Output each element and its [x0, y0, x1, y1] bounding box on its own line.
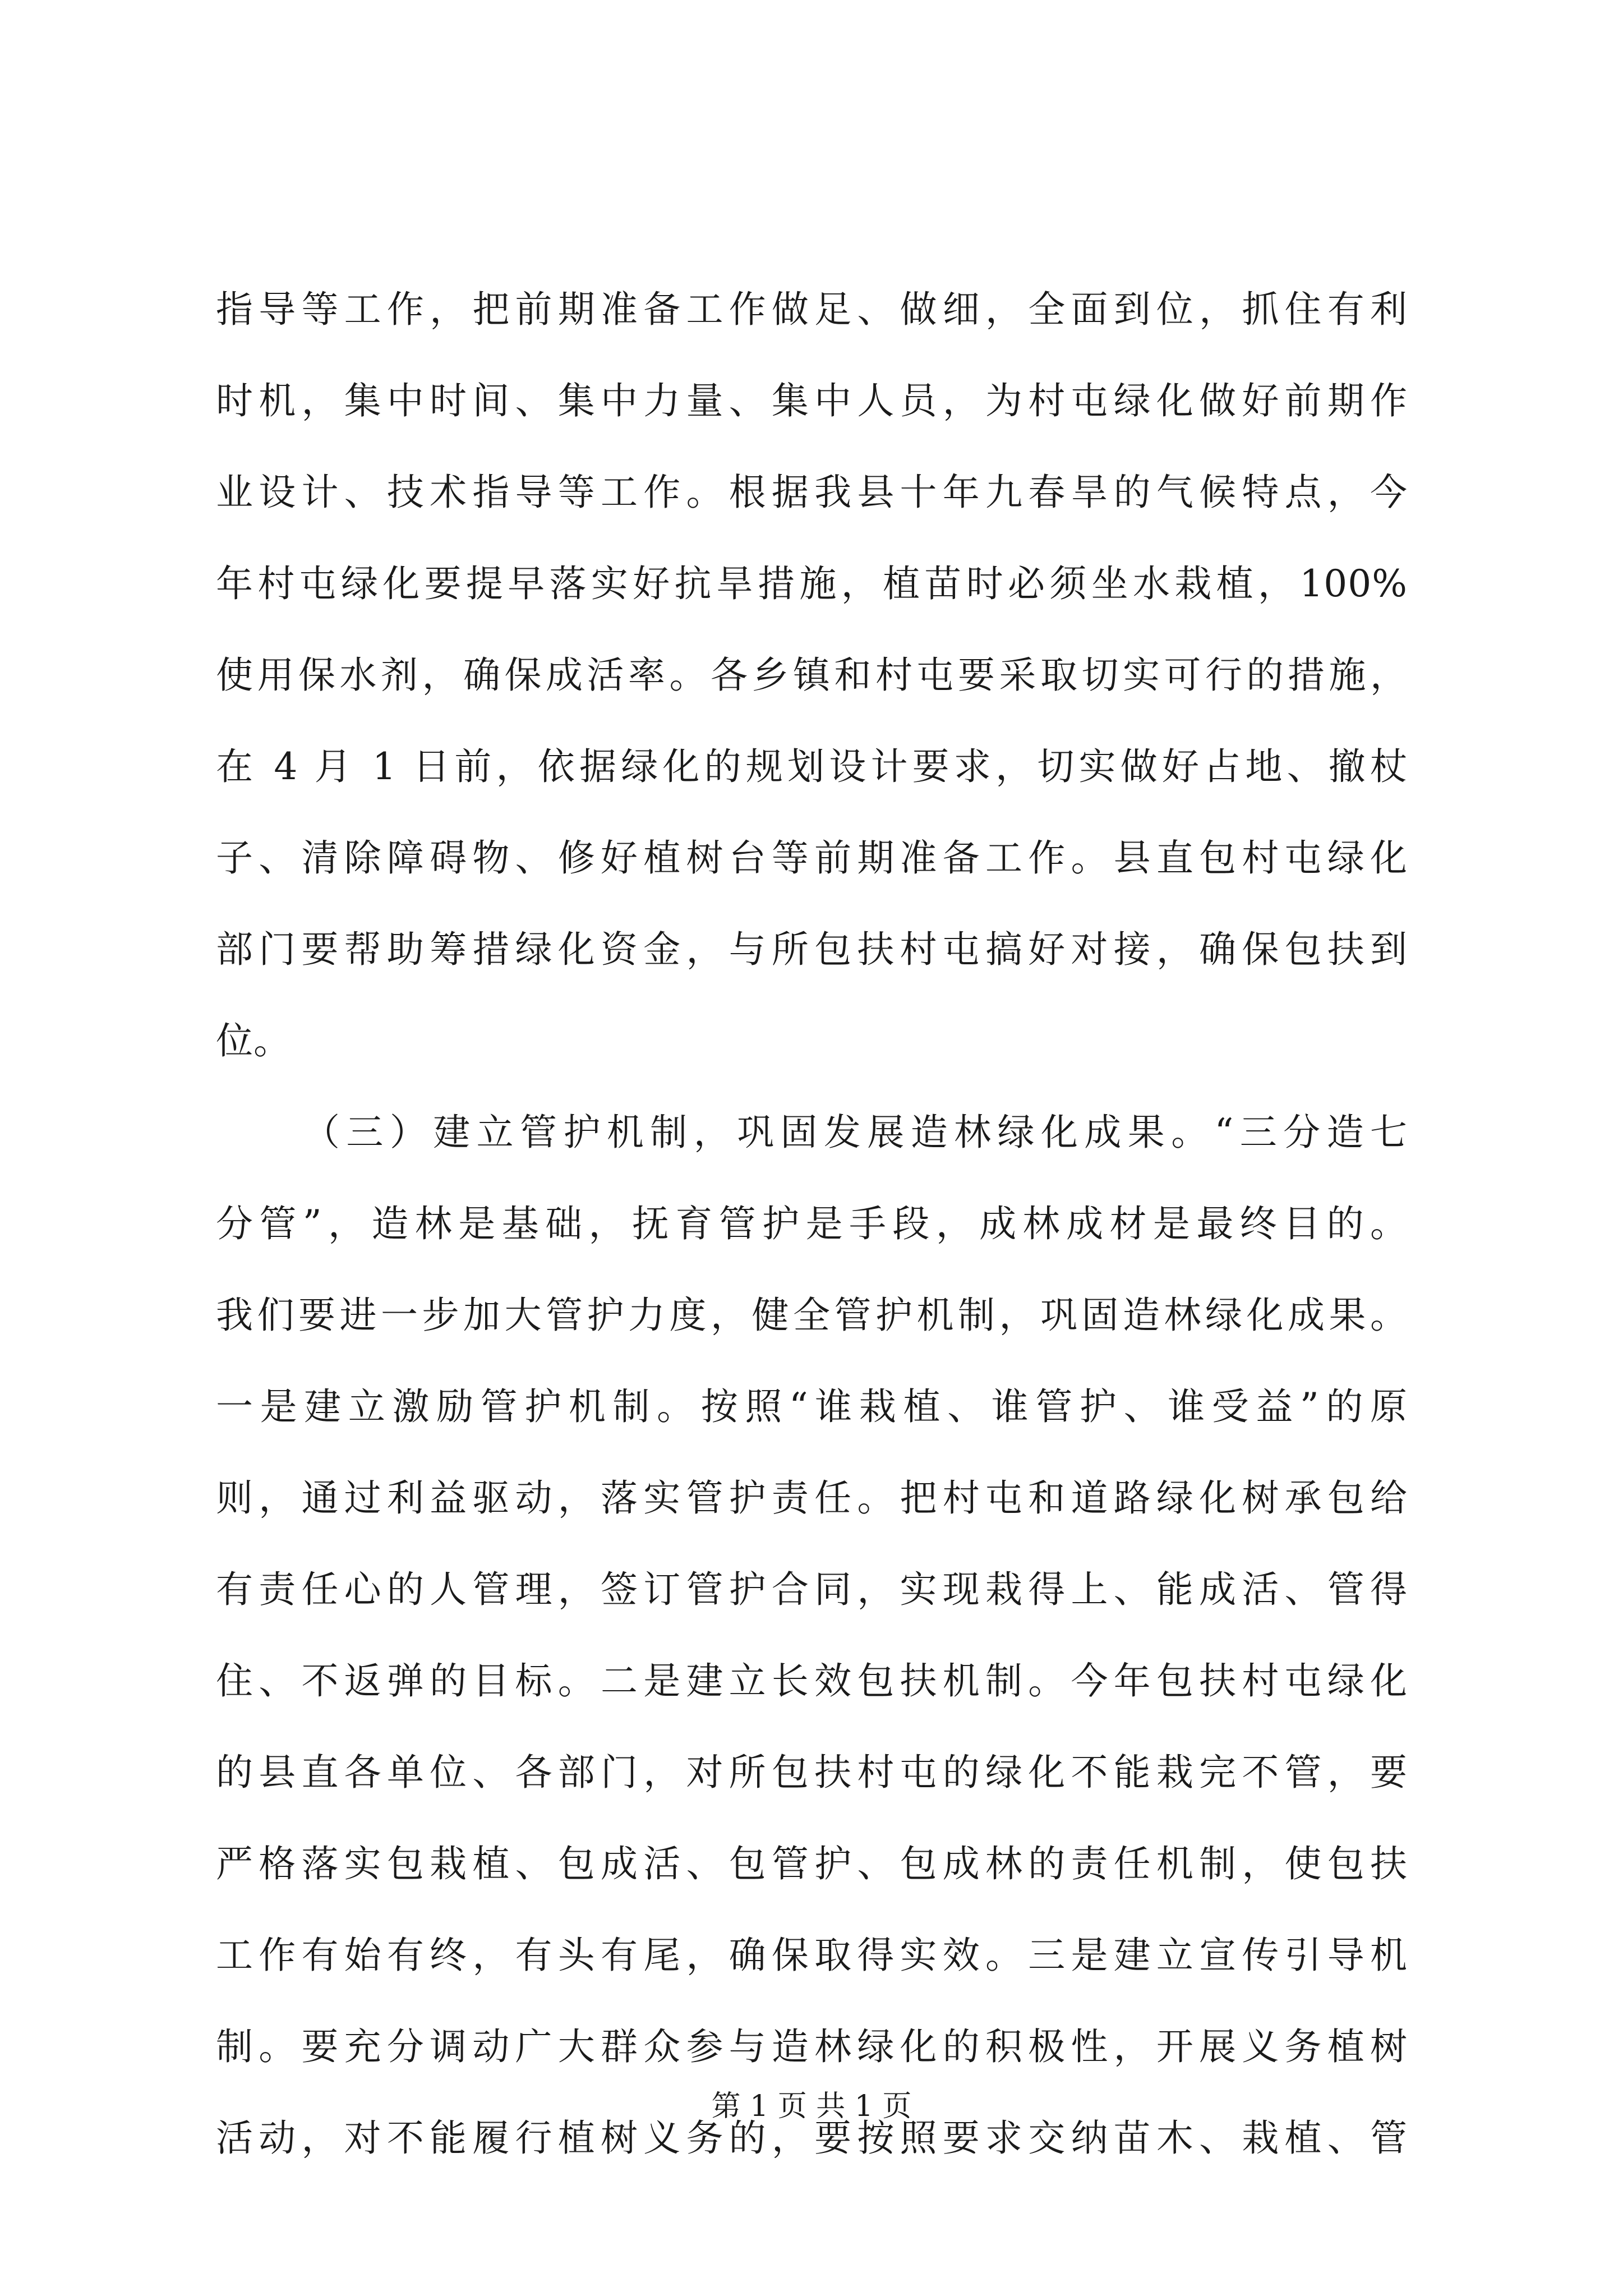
text-line: 年村屯绿化要提早落实好抗旱措施，植苗时必须坐水栽植，100%: [216, 562, 1408, 605]
text-line: 子、清除障碍物、修好植树台等前期准备工作。县直包村屯绿化: [216, 836, 1408, 880]
text-line: 活动，对不能履行植树义务的，要按照要求交纳苗木、栽植、管: [216, 2116, 1408, 2160]
text-line: 则，通过利益驱动，落实管护责任。把村屯和道路绿化树承包给: [216, 1476, 1408, 1520]
text-line: 时机，集中时间、集中力量、集中人员，为村屯绿化做好前期作: [216, 379, 1408, 422]
text-line: 的县直各单位、各部门，对所包扶村屯的绿化不能栽完不管，要: [216, 1751, 1408, 1794]
text-line: 部门要帮助筹措绿化资金，与所包扶村屯搞好对接，确保包扶到: [216, 928, 1408, 971]
text-line: 严格落实包栽植、包成活、包管护、包成林的责任机制，使包扶: [216, 1842, 1408, 1885]
text-line: 使用保水剂，确保成活率。各乡镇和村屯要采取切实可行的措施，: [216, 654, 1408, 697]
text-line: 我们要进一步加大管护力度，健全管护机制，巩固造林绿化成果。: [216, 1294, 1408, 1337]
page-number-footer: 第 1 页 共 1 页: [711, 2090, 912, 2123]
text-line: 位。: [216, 1019, 291, 1062]
text-line: 制。要充分调动广大群众参与造林绿化的积极性，开展义务植树: [216, 2025, 1408, 2068]
text-line: 指导等工作，把前期准备工作做足、做细，全面到位，抓住有利: [216, 288, 1408, 331]
text-line: 业设计、技术指导等工作。根据我县十年九春旱的气候特点，今: [216, 471, 1408, 514]
text-line: 有责任心的人管理，签订管护合同，实现栽得上、能成活、管得: [216, 1568, 1408, 1611]
text-line: 工作有始有终，有头有尾，确保取得实效。三是建立宣传引导机: [216, 1934, 1408, 1977]
text-line: 住、不返弹的目标。二是建立长效包扶机制。今年包扶村屯绿化: [216, 1659, 1408, 1703]
document-body: [216, 264, 1408, 2184]
section-heading-line: （三）建立管护机制，巩固发展造林绿化成果。“三分造七: [303, 1111, 1408, 1154]
text-line: 分管”，造林是基础，抚育管护是手段，成林成材是最终目的。: [216, 1202, 1408, 1245]
text-line: 在 4 月 1 日前，依据绿化的规划设计要求，切实做好占地、撤杖: [216, 745, 1408, 788]
text-line: 一是建立激励管护机制。按照“谁栽植、谁管护、谁受益”的原: [216, 1385, 1408, 1428]
